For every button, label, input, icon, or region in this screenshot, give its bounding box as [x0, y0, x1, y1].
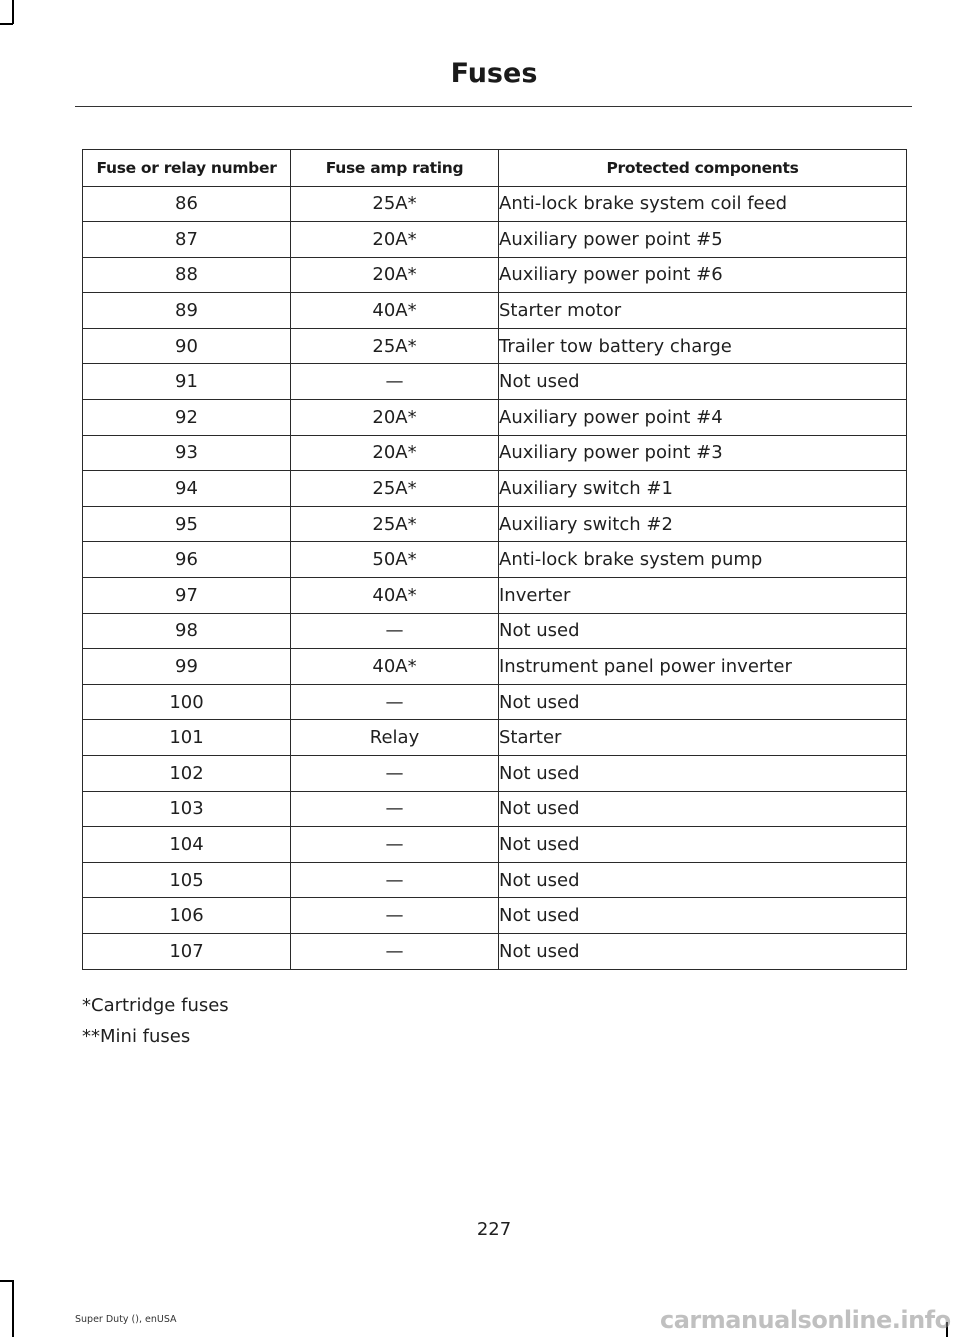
protected-component-cell: Not used: [499, 862, 907, 898]
crop-mark-top-left: [12, 0, 14, 24]
amp-rating-cell: 25A*: [291, 471, 499, 507]
fuse-number-cell: 102: [83, 756, 291, 792]
protected-component-cell: Not used: [499, 756, 907, 792]
fuse-number-cell: 95: [83, 506, 291, 542]
protected-component-cell: Auxiliary switch #1: [499, 471, 907, 507]
amp-rating-cell: —: [291, 613, 499, 649]
fuse-number-cell: 107: [83, 933, 291, 969]
amp-rating-cell: 25A*: [291, 186, 499, 222]
amp-rating-cell: 40A*: [291, 649, 499, 685]
fuse-number-cell: 91: [83, 364, 291, 400]
fuse-number-cell: 104: [83, 827, 291, 863]
table-row: [83, 756, 907, 792]
fuse-table-body: [83, 186, 907, 969]
protected-component-cell: Auxiliary power point #6: [499, 257, 907, 293]
amp-rating-cell: 20A*: [291, 400, 499, 436]
amp-rating-cell: —: [291, 791, 499, 827]
crop-mark-top-left-h: [0, 23, 13, 25]
protected-component-cell: Instrument panel power inverter: [499, 649, 907, 685]
fuse-table: [82, 149, 907, 970]
footnote-cartridge: *Cartridge fuses: [82, 995, 229, 1016]
crop-mark-bottom-left: [12, 1280, 14, 1337]
page-title: Fuses: [450, 58, 538, 89]
amp-rating-cell: —: [291, 827, 499, 863]
fuse-number-cell: 88: [83, 257, 291, 293]
table-header-row: [83, 150, 907, 187]
table-row: [83, 257, 907, 293]
header-protected-components: Protected components: [499, 150, 907, 187]
protected-component-cell: Not used: [499, 827, 907, 863]
protected-component-cell: Auxiliary power point #3: [499, 435, 907, 471]
amp-rating-cell: —: [291, 364, 499, 400]
table-row: [83, 791, 907, 827]
fuse-number-cell: 106: [83, 898, 291, 934]
protected-component-cell: Not used: [499, 791, 907, 827]
table-row: [83, 186, 907, 222]
table-row: [83, 293, 907, 329]
protected-component-cell: Inverter: [499, 578, 907, 614]
fuse-number-cell: 98: [83, 613, 291, 649]
protected-component-cell: Not used: [499, 684, 907, 720]
table-row: [83, 364, 907, 400]
protected-component-cell: Not used: [499, 933, 907, 969]
table-row: [83, 328, 907, 364]
fuse-number-cell: 90: [83, 328, 291, 364]
table-row: [83, 649, 907, 685]
fuse-number-cell: 94: [83, 471, 291, 507]
amp-rating-cell: 25A*: [291, 506, 499, 542]
table-row: [83, 471, 907, 507]
protected-component-cell: Anti-lock brake system pump: [499, 542, 907, 578]
protected-component-cell: Trailer tow battery charge: [499, 328, 907, 364]
fuse-number-cell: 101: [83, 720, 291, 756]
page-number: 227: [476, 1219, 512, 1240]
fuse-number-cell: 100: [83, 684, 291, 720]
watermark: carmanualsonline.info: [660, 1306, 951, 1334]
header-fuse-number: Fuse or relay number: [83, 150, 291, 187]
crop-mark-bottom-left-h: [0, 1280, 13, 1282]
amp-rating-cell: —: [291, 756, 499, 792]
fuse-number-cell: 86: [83, 186, 291, 222]
table-row: [83, 506, 907, 542]
table-row: [83, 898, 907, 934]
table-row: [83, 684, 907, 720]
protected-component-cell: Not used: [499, 613, 907, 649]
fuse-number-cell: 87: [83, 222, 291, 258]
table-row: [83, 435, 907, 471]
fuse-number-cell: 105: [83, 862, 291, 898]
table-row: [83, 542, 907, 578]
table-row: [83, 613, 907, 649]
fuse-number-cell: 92: [83, 400, 291, 436]
protected-component-cell: Starter: [499, 720, 907, 756]
header-amp-rating: Fuse amp rating: [291, 150, 499, 187]
amp-rating-cell: 20A*: [291, 435, 499, 471]
table-row: [83, 862, 907, 898]
amp-rating-cell: 40A*: [291, 578, 499, 614]
table-row: [83, 400, 907, 436]
amp-rating-cell: 25A*: [291, 328, 499, 364]
protected-component-cell: Auxiliary power point #5: [499, 222, 907, 258]
table-row: [83, 720, 907, 756]
protected-component-cell: Not used: [499, 898, 907, 934]
fuse-number-cell: 96: [83, 542, 291, 578]
amp-rating-cell: 20A*: [291, 222, 499, 258]
protected-component-cell: Auxiliary power point #4: [499, 400, 907, 436]
protected-component-cell: Starter motor: [499, 293, 907, 329]
fuse-number-cell: 99: [83, 649, 291, 685]
document-footer: Super Duty (), enUSA: [75, 1314, 177, 1325]
amp-rating-cell: —: [291, 862, 499, 898]
amp-rating-cell: Relay: [291, 720, 499, 756]
title-divider: [75, 106, 912, 107]
amp-rating-cell: —: [291, 933, 499, 969]
fuse-number-cell: 103: [83, 791, 291, 827]
fuse-number-cell: 89: [83, 293, 291, 329]
table-row: [83, 827, 907, 863]
table-row: [83, 222, 907, 258]
amp-rating-cell: —: [291, 898, 499, 934]
fuse-number-cell: 93: [83, 435, 291, 471]
amp-rating-cell: 50A*: [291, 542, 499, 578]
table-row: [83, 578, 907, 614]
fuse-number-cell: 97: [83, 578, 291, 614]
amp-rating-cell: 20A*: [291, 257, 499, 293]
table-row: [83, 933, 907, 969]
protected-component-cell: Anti-lock brake system coil feed: [499, 186, 907, 222]
footnote-mini: **Mini fuses: [82, 1026, 191, 1047]
amp-rating-cell: —: [291, 684, 499, 720]
protected-component-cell: Not used: [499, 364, 907, 400]
amp-rating-cell: 40A*: [291, 293, 499, 329]
protected-component-cell: Auxiliary switch #2: [499, 506, 907, 542]
